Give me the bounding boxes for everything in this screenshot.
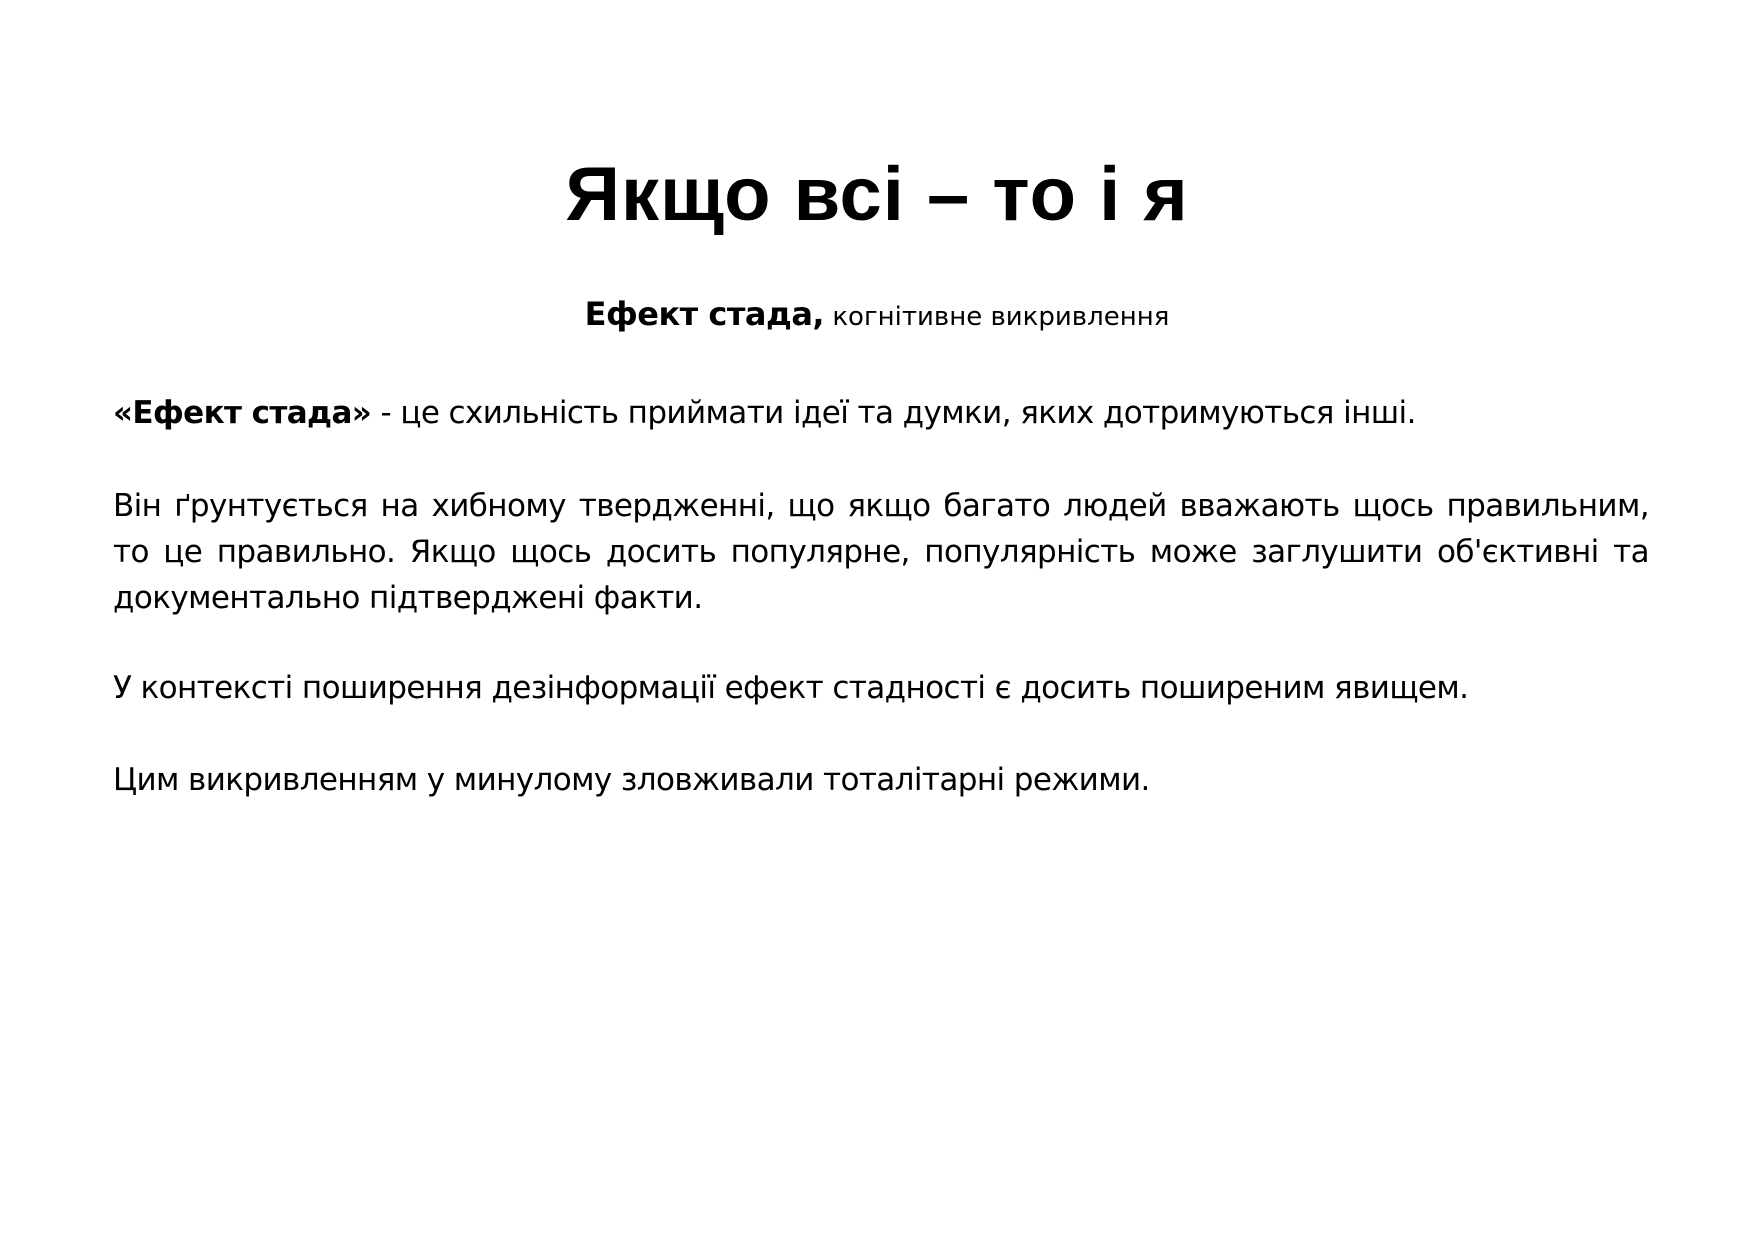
definition-term: «Ефект стада» [113,395,372,431]
paragraph-context: У контексті поширення дезінформації ефект стадності є досить поширеним явищем. [113,670,1469,706]
definition-text: - це схильність приймати ідеї та думки, яких дотримуються інші. [371,395,1416,431]
paragraph-explanation: Він ґрунтується на хибному твердженні, що якщо багато людей вважають щось правильним, то це правильно. Якщо щось досить популярне, популярність може заглушити об'єктивні та документально підтверджені факти. [113,488,1649,616]
paragraph-definition [113,390,1649,436]
paragraph-history: Цим викривленням у минулому зловживали тоталітарні режими. [113,762,1150,798]
page-title: Якщо всі – то і я [565,152,1189,237]
subtitle [0,294,1754,337]
subtitle-description: когнітивне викривлення [832,302,1170,332]
subtitle-term: Ефект стада, [584,295,825,333]
